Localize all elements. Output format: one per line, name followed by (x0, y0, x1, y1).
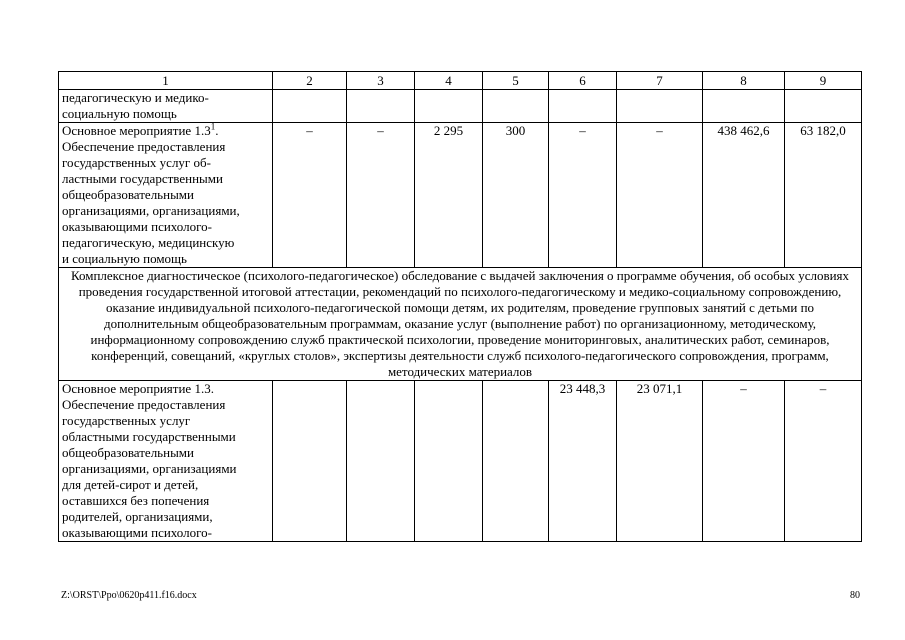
table-cell: 63 182,0 (785, 123, 862, 268)
header-cell: 6 (549, 72, 617, 90)
row-label-cell: Основное мероприятие 1.3. Обеспечение предоставления государственных услуг областными государственными общеобразовательными организациями, организациями для детей-сирот и детей, оставшихся без попечения родителей, организациями, оказывающими психолого- (59, 381, 273, 542)
table-cell (483, 90, 549, 123)
table-cell: 300 (483, 123, 549, 268)
table-cell: – (549, 123, 617, 268)
table-row (59, 90, 862, 123)
table-cell: – (617, 123, 703, 268)
row-label-cell (59, 123, 273, 268)
table-cell (273, 90, 347, 123)
footer-file-path: Z:\ORST\Ppo\0620p411.f16.docx (61, 590, 197, 601)
table-cell: – (785, 381, 862, 542)
row-label-cell: педагогическую и медико- социальную помощь (59, 90, 273, 123)
header-cell: 9 (785, 72, 862, 90)
header-cell: 4 (415, 72, 483, 90)
row-label-text: Основное мероприятие 1.3 (62, 123, 211, 138)
header-cell: 7 (617, 72, 703, 90)
page-number: 80 (850, 590, 860, 601)
header-cell: 2 (273, 72, 347, 90)
spanning-description-cell: Комплексное диагностическое (психолого-педагогическое) обследование с выдачей заключения о программе обучения, об особых условиях проведения государственной итоговой аттестации, рекомендаций по психолого-педагогическому и медико-социальному сопровождению, оказание индивидуальной психолого-педагогической помощи детям, их родителям, проведение групповых занятий с детьми по дополнительным общеобразовательным программам, оказание услуг (выполнение работ) по организационному, методическому, информационному сопровождению служб практической психологии, проведение мониторинговых, аналитических работ, семинаров, конференций, совещаний, «круглых столов», экспертизы деятельности служб психолого-педагогического сопровождения, программ, методических материалов (59, 268, 862, 381)
table-cell (347, 90, 415, 123)
table-cell (415, 90, 483, 123)
table-cell: 23 448,3 (549, 381, 617, 542)
document-table (58, 71, 862, 542)
table-cell (483, 381, 549, 542)
table-cell (703, 90, 785, 123)
table-cell: 2 295 (415, 123, 483, 268)
table-cell (549, 90, 617, 123)
header-cell: 8 (703, 72, 785, 90)
table-cell (617, 90, 703, 123)
table-cell (785, 90, 862, 123)
header-cell: 3 (347, 72, 415, 90)
table-cell (273, 381, 347, 542)
table-row (59, 268, 862, 381)
row-label-text: . Обеспечение предоставления государственных услуг об- ластными государственными общеобразовательными организациями, организациями, оказывающими психолого- педагогическую, медицинскую и социальную помощь (62, 123, 240, 266)
table-cell: – (347, 123, 415, 268)
header-cell: 5 (483, 72, 549, 90)
table-cell: – (703, 381, 785, 542)
footnote-mark: 1 (210, 121, 216, 132)
table-header-row (59, 72, 862, 90)
table-cell: – (273, 123, 347, 268)
table-cell (415, 381, 483, 542)
table-row (59, 381, 862, 542)
header-cell: 1 (59, 72, 273, 90)
table-row (59, 123, 862, 268)
table-cell (347, 381, 415, 542)
table-cell: 23 071,1 (617, 381, 703, 542)
table-cell: 438 462,6 (703, 123, 785, 268)
